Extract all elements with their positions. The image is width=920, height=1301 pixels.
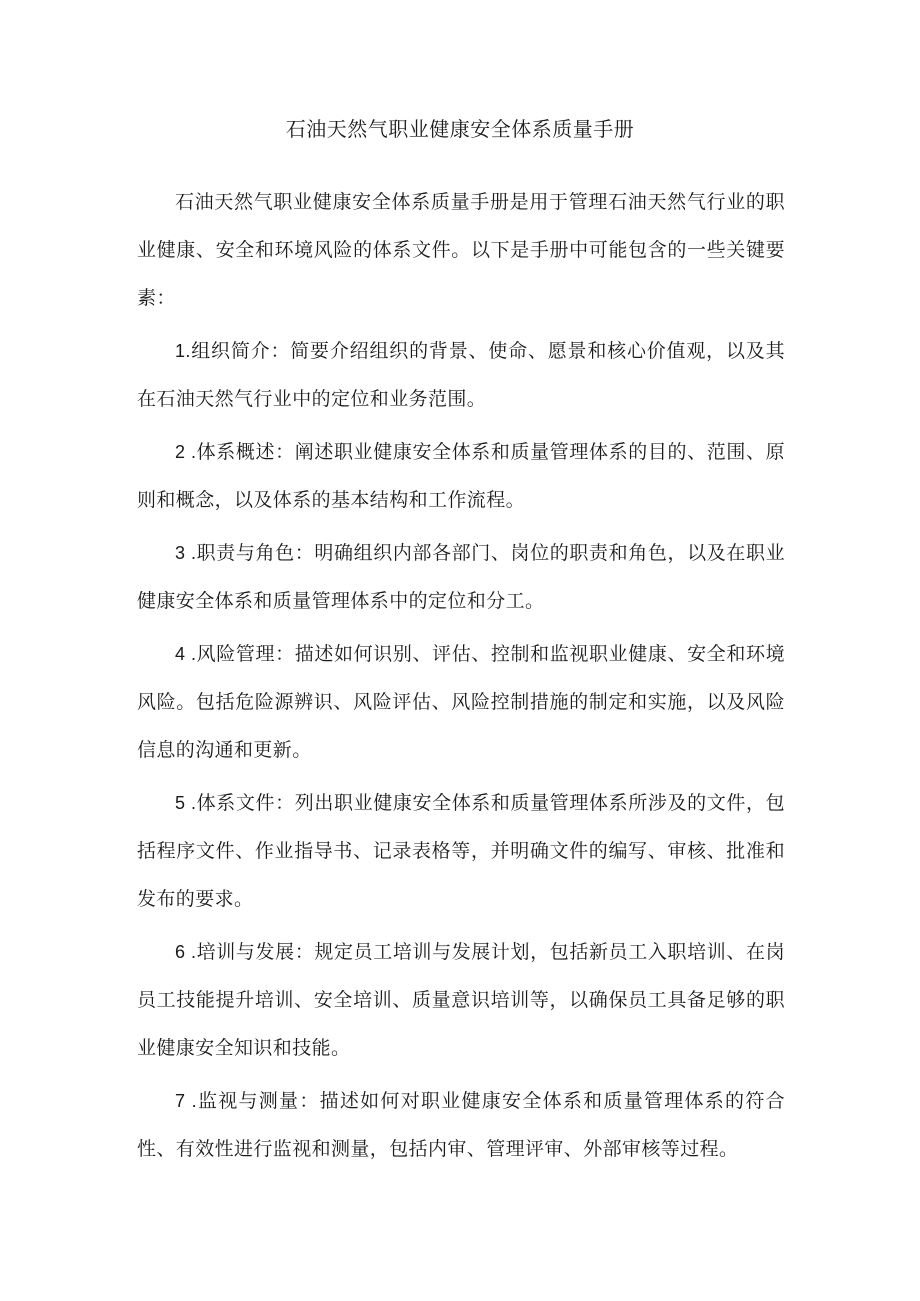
item-text: 风险管理：描述如何识别、评估、控制和监视职业健康、安全和环境风险。包括危险源辨识、风险评估、风险控制措施的制定和实施，以及风险信息的沟通和更新。 (137, 643, 785, 761)
item-number: 7 . (175, 1091, 198, 1111)
item-text: 职责与角色：明确组织内部各部门、岗位的职责和角色，以及在职业健康安全体系和质量管理体系中的定位和分工。 (137, 542, 785, 612)
intro-paragraph: 石油天然气职业健康安全体系质量手册是用于管理石油天然气行业的职业健康、安全和环境风险的体系文件。以下是手册中可能包含的一些关键要素： (137, 191, 785, 309)
list-item-7 (137, 1077, 785, 1173)
list-item-3 (137, 529, 785, 625)
item-number: 3 . (175, 543, 197, 563)
item-text: 组织简介：简要介绍组织的背景、使命、愿景和核心价值观，以及其在石油天然气行业中的定位和业务范围。 (137, 340, 785, 410)
item-text: 体系概述：阐述职业健康安全体系和质量管理体系的目的、范围、原则和概念，以及体系的基本结构和工作流程。 (137, 441, 785, 511)
document-title: 石油天然气职业健康安全体系质量手册 (285, 117, 635, 141)
item-number: 4 . (175, 644, 197, 664)
list-item-4 (137, 630, 785, 774)
document-body (137, 178, 785, 1178)
list-item-1 (137, 327, 785, 423)
item-number: 1. (175, 341, 191, 361)
item-number: 2 . (175, 442, 197, 462)
list-item-2 (137, 428, 785, 524)
item-number: 5 . (175, 793, 197, 813)
list-item-5 (137, 779, 785, 923)
list-item-6 (137, 928, 785, 1072)
item-number: 6 . (175, 942, 197, 962)
item-text: 体系文件：列出职业健康安全体系和质量管理体系所涉及的文件，包括程序文件、作业指导书、记录表格等，并明确文件的编写、审核、批准和发布的要求。 (137, 792, 785, 910)
item-text: 培训与发展：规定员工培训与发展计划，包括新员工入职培训、在岗员工技能提升培训、安全培训、质量意识培训等，以确保员工具备足够的职业健康安全知识和技能。 (137, 941, 785, 1059)
item-text: 监视与测量：描述如何对职业健康安全体系和质量管理体系的符合性、有效性进行监视和测量，包括内审、管理评审、外部审核等过程。 (137, 1090, 785, 1160)
